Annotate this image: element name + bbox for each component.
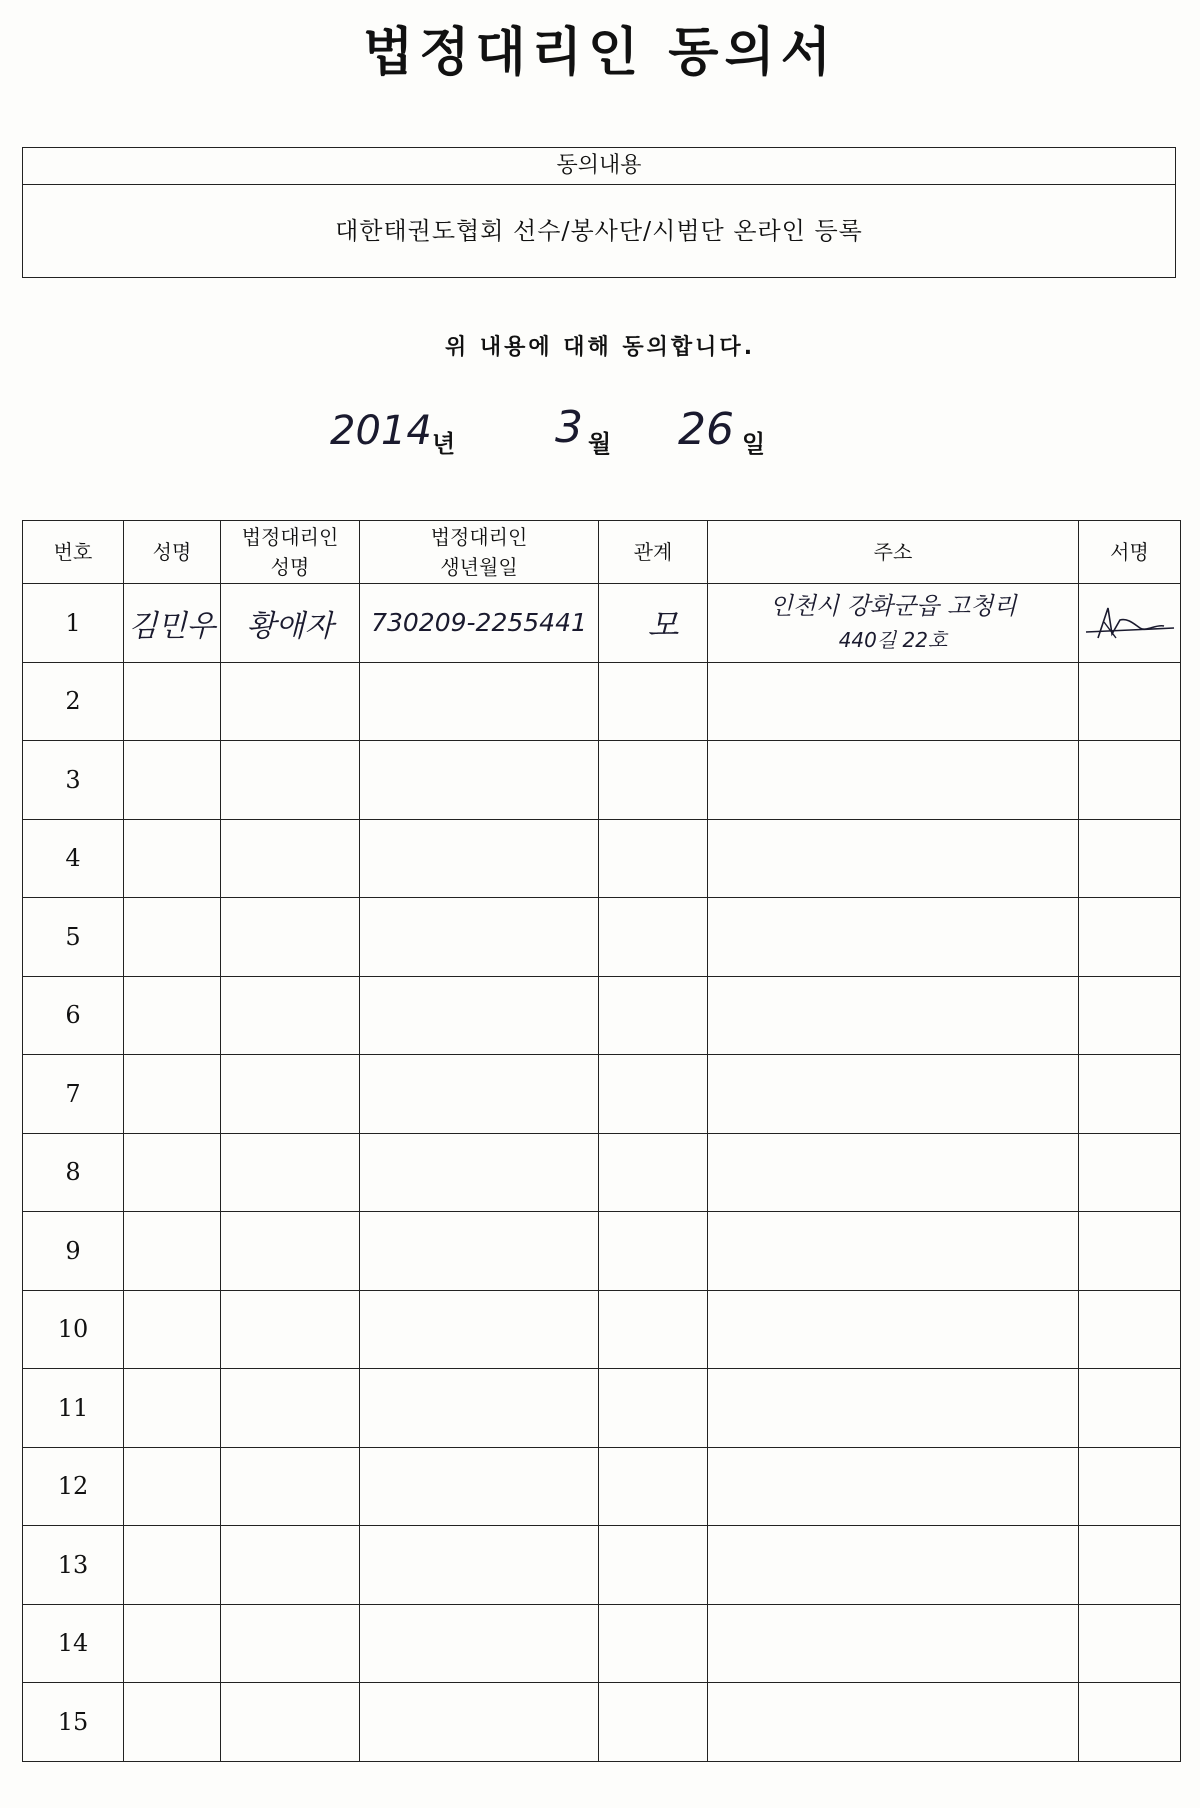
row-address [708, 1604, 1079, 1683]
table-row [23, 1055, 1181, 1134]
header-guardian-birth-line1: 법정대리인 [430, 525, 528, 549]
row-no: 9 [23, 1212, 124, 1291]
row-no: 8 [23, 1133, 124, 1212]
row-guardian-birth [360, 1604, 599, 1683]
row-address [708, 1447, 1079, 1526]
row-signature [1079, 1526, 1181, 1605]
row-guardian-name [221, 662, 360, 741]
row-signature [1079, 1212, 1181, 1291]
row-signature [1079, 976, 1181, 1055]
row-relation [599, 1212, 708, 1291]
row-name [124, 1683, 221, 1762]
row-address [708, 1290, 1079, 1369]
date-year-unit: 년 [432, 430, 456, 458]
row-name [124, 1133, 221, 1212]
row-guardian-birth: 730209-2255441 [360, 584, 599, 663]
row-address [708, 1212, 1079, 1291]
header-guardian-name-line1: 법정대리인 [241, 525, 339, 549]
row-address [708, 1683, 1079, 1762]
row-no: 12 [23, 1447, 124, 1526]
row-signature [1079, 741, 1181, 820]
row-guardian-birth [360, 1055, 599, 1134]
row-relation [599, 1526, 708, 1605]
consent-header: 동의내용 [23, 148, 1175, 185]
row-guardian-name [221, 1055, 360, 1134]
row-relation [599, 1055, 708, 1134]
row-signature [1079, 819, 1181, 898]
row-address [708, 898, 1079, 977]
row-no: 4 [23, 819, 124, 898]
row-relation [599, 662, 708, 741]
row-name [124, 1604, 221, 1683]
row-guardian-birth [360, 1133, 599, 1212]
row-no: 13 [23, 1526, 124, 1605]
row-name [124, 1212, 221, 1291]
row-address [708, 1369, 1079, 1448]
row-guardian-birth [360, 1212, 599, 1291]
table-row [23, 1604, 1181, 1683]
row-guardian-birth [360, 976, 599, 1055]
row-name [124, 1369, 221, 1448]
date-month: 3 [555, 402, 583, 453]
row-no: 6 [23, 976, 124, 1055]
row-signature [1079, 584, 1181, 663]
date-year: 2014 [330, 408, 432, 454]
row-guardian-name [221, 898, 360, 977]
date-day: 26 [678, 404, 734, 455]
row-signature [1079, 1447, 1181, 1526]
row-relation [599, 1290, 708, 1369]
row-name [124, 1290, 221, 1369]
row-guardian-birth [360, 1369, 599, 1448]
row-guardian-name [221, 1526, 360, 1605]
table-row [23, 662, 1181, 741]
row-guardian-birth [360, 898, 599, 977]
row-relation [599, 898, 708, 977]
table-row [23, 898, 1181, 977]
table-header-row [23, 521, 1181, 584]
row-guardian-birth [360, 1447, 599, 1526]
row-signature [1079, 1683, 1181, 1762]
row-address [708, 1133, 1079, 1212]
row-name [124, 1526, 221, 1605]
header-address: 주소 [708, 521, 1079, 584]
row-guardian-name [221, 1447, 360, 1526]
row-guardian-birth [360, 741, 599, 820]
row-signature [1079, 898, 1181, 977]
table-row [23, 1683, 1181, 1762]
header-signature: 서명 [1079, 521, 1181, 584]
table-row [23, 819, 1181, 898]
row-signature [1079, 662, 1181, 741]
row-name [124, 1447, 221, 1526]
row-address-line2: 440길 22호 [838, 627, 948, 652]
header-no: 번호 [23, 521, 124, 584]
row-guardian-birth [360, 1683, 599, 1762]
row-guardian-name [221, 1683, 360, 1762]
row-name [124, 741, 221, 820]
header-guardian-birth-line2: 생년월일 [440, 555, 518, 579]
row-no: 7 [23, 1055, 124, 1134]
row-no: 15 [23, 1683, 124, 1762]
document-title: 법정대리인 동의서 [363, 22, 837, 83]
row-signature [1079, 1055, 1181, 1134]
row-guardian-name [221, 1290, 360, 1369]
row-guardian-name [221, 1133, 360, 1212]
row-guardian-name [221, 976, 360, 1055]
row-guardian-birth [360, 1526, 599, 1605]
table-row [23, 1526, 1181, 1605]
row-guardian-name: 황애자 [221, 584, 360, 663]
row-address-line1: 인천시 강화군읍 고청리 [769, 591, 1017, 620]
row-no: 11 [23, 1369, 124, 1448]
table-row [23, 1133, 1181, 1212]
header-name: 성명 [124, 521, 221, 584]
guardian-table [22, 520, 1181, 1762]
row-guardian-birth [360, 819, 599, 898]
table-row [23, 1290, 1181, 1369]
row-relation: 모 [599, 584, 708, 663]
row-name [124, 662, 221, 741]
table-row [23, 584, 1181, 663]
table-row [23, 1447, 1181, 1526]
row-address [708, 741, 1079, 820]
row-name: 김민우 [124, 584, 221, 663]
date-day-unit: 일 [742, 430, 766, 458]
header-guardian-name [221, 521, 360, 584]
row-guardian-birth [360, 1290, 599, 1369]
row-relation [599, 1683, 708, 1762]
row-guardian-name [221, 1369, 360, 1448]
consent-body: 대한태권도협회 선수/봉사단/시범단 온라인 등록 [335, 217, 863, 245]
row-relation [599, 976, 708, 1055]
row-address [708, 584, 1079, 663]
row-no: 1 [23, 584, 124, 663]
row-address [708, 976, 1079, 1055]
row-name [124, 1055, 221, 1134]
row-name [124, 898, 221, 977]
row-address [708, 1055, 1079, 1134]
date-line [0, 402, 1200, 462]
row-name [124, 976, 221, 1055]
row-address [708, 1526, 1079, 1605]
row-no: 10 [23, 1290, 124, 1369]
agreement-statement: 위 내용에 대해 동의합니다. [444, 335, 756, 360]
row-address [708, 662, 1079, 741]
row-relation [599, 819, 708, 898]
date-month-unit: 월 [588, 430, 612, 458]
row-guardian-name [221, 1604, 360, 1683]
signature-mark [1082, 598, 1178, 648]
row-signature [1079, 1369, 1181, 1448]
row-relation [599, 1369, 708, 1448]
row-relation [599, 1447, 708, 1526]
row-guardian-name [221, 819, 360, 898]
header-relation: 관계 [599, 521, 708, 584]
row-no: 3 [23, 741, 124, 820]
row-no: 14 [23, 1604, 124, 1683]
row-signature [1079, 1133, 1181, 1212]
header-guardian-birth [360, 521, 599, 584]
row-guardian-name [221, 1212, 360, 1291]
row-relation [599, 1133, 708, 1212]
consent-box [22, 147, 1176, 278]
row-name [124, 819, 221, 898]
table-row [23, 1369, 1181, 1448]
row-signature [1079, 1290, 1181, 1369]
row-relation [599, 741, 708, 820]
table-row [23, 741, 1181, 820]
row-signature [1079, 1604, 1181, 1683]
row-no: 5 [23, 898, 124, 977]
row-address [708, 819, 1079, 898]
header-guardian-name-line2: 성명 [270, 555, 310, 579]
row-guardian-birth [360, 662, 599, 741]
table-row [23, 1212, 1181, 1291]
row-no: 2 [23, 662, 124, 741]
table-row [23, 976, 1181, 1055]
row-relation [599, 1604, 708, 1683]
row-guardian-name [221, 741, 360, 820]
